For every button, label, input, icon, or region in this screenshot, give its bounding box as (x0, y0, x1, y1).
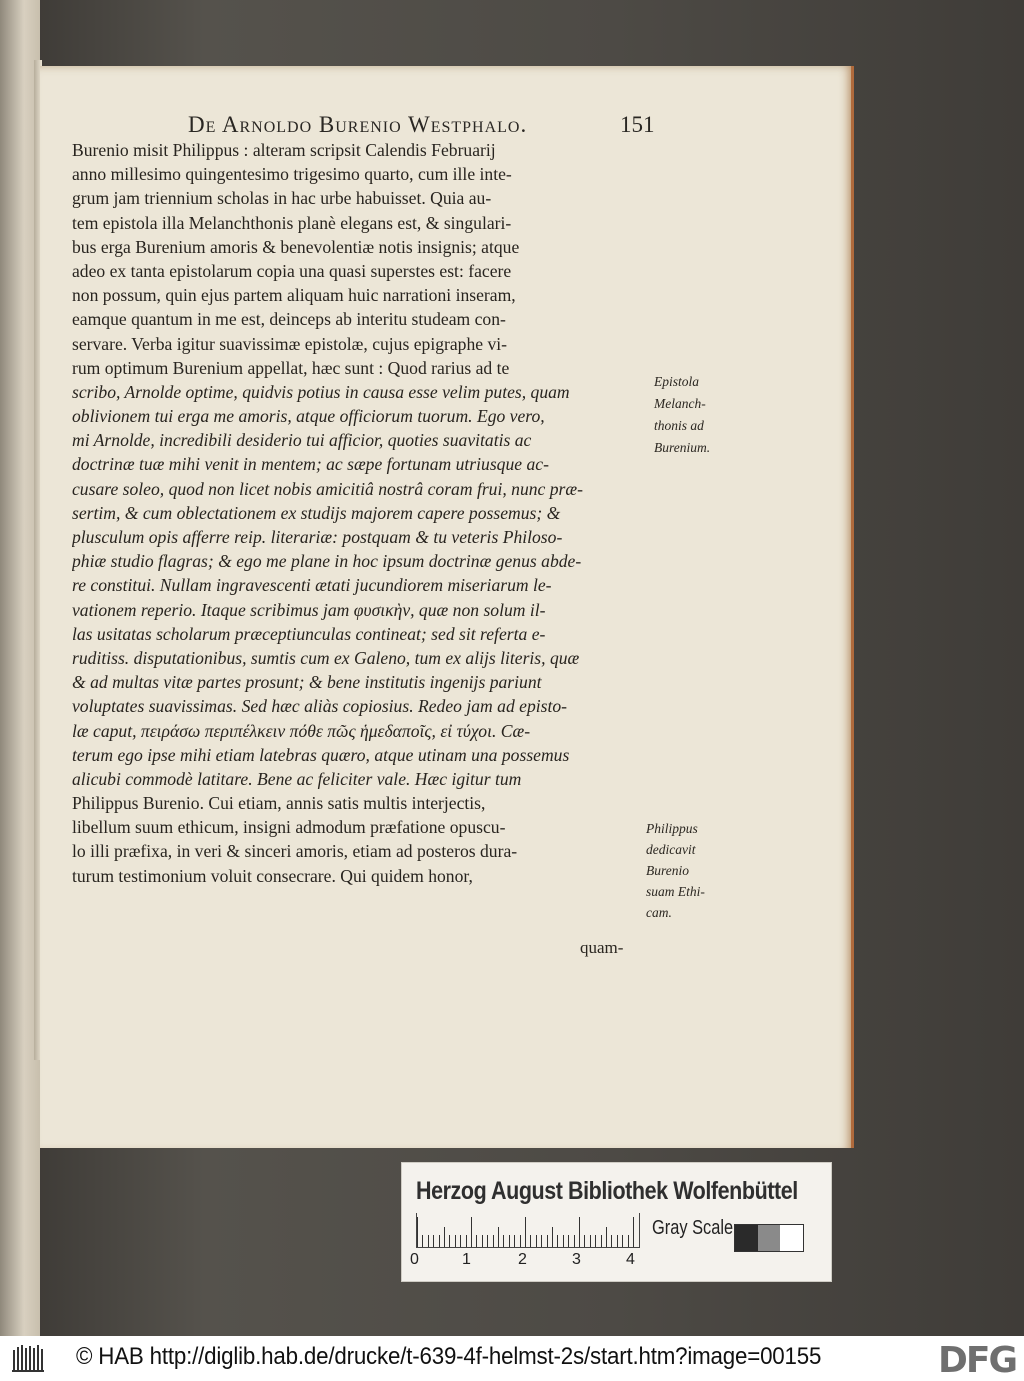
text-line: grum jam triennium scholas in hac urbe habuisset. Quia au- (72, 188, 492, 209)
ruler-tick (493, 1235, 494, 1247)
ruler-tick (530, 1235, 531, 1247)
gray-scale-label: Gray Scale (652, 1217, 734, 1239)
text-line: cusare soleo, quod non licet nobis amicitiâ nostrâ coram frui, nunc præ- (72, 478, 584, 499)
ruler-tick (633, 1217, 634, 1247)
ruler-tick (547, 1235, 548, 1247)
text-line: re constitui. Nullam ingravescenti ætati jucundiorem miseriarum le- (72, 575, 552, 596)
text-line: las usitatas scholarum præceptiunculas contineat; sed sit referta e- (72, 623, 546, 644)
ruler-number: 4 (626, 1251, 635, 1268)
ruler-number: 1 (462, 1251, 471, 1268)
body-text (72, 138, 657, 888)
ruler-tick (449, 1235, 450, 1247)
ruler-tick (541, 1235, 542, 1247)
text-line: scribo, Arnolde optime, quidvis potius in causa esse velim putes, quam (72, 381, 570, 402)
text-line: oblivionem tui erga me amoris, atque officiorum tuorum. Ego vero, (72, 406, 545, 427)
dfg-logo: DFG (938, 1340, 1017, 1381)
ruler-tick (455, 1235, 456, 1247)
catchword: quam- (580, 938, 624, 957)
text-line: bus erga Burenium amoris & benevolentiæ notis insignis; atque (72, 236, 520, 257)
text-line: non possum, quin ejus partem aliquam huic narrationi inseram, (72, 285, 516, 306)
ruler-number: 0 (410, 1251, 419, 1268)
text-line: vationem reperio. Itaque scribimus jam φυσικὴν, quæ non solum il- (72, 599, 546, 620)
footer-bar (0, 1336, 1024, 1381)
ruler-tick (460, 1235, 461, 1247)
ruler-tick (584, 1235, 585, 1247)
ruler-tick (514, 1235, 515, 1247)
text-line: phiæ studio flagras; & ego me plane in hoc ipsum doctrinæ genus abde- (72, 551, 582, 572)
marginal-line: cam. (646, 905, 672, 920)
text-line: turum testimonium voluit consecrare. Qui quidem honor, (72, 865, 473, 886)
text-line: anno millesimo quingentesimo trigesimo quarto, cum ille inte- (72, 164, 512, 185)
text-line: mi Arnolde, incredibili desiderio tui afficior, quoties suavitatis ac (72, 430, 532, 451)
text-line: plusculum opis afferre reip. literariæ: postquam & tu veteris Philoso- (72, 527, 563, 547)
text-line: sertim, & cum oblectationem ex studijs majorem capere possemus; & (72, 502, 561, 523)
hab-logo-icon (12, 1344, 46, 1372)
ruler-tick (471, 1217, 472, 1247)
ruler-tick (422, 1235, 423, 1247)
ruler-tick (617, 1235, 618, 1247)
text-line: adeo ex tanta epistolarum copia una quasi superstes est: facere (72, 260, 512, 281)
ruler-tick (601, 1235, 602, 1247)
text-line: rum optimum Burenium appellat, hæc sunt : Quod rarius ad te (72, 357, 510, 378)
gray-patch (758, 1225, 781, 1251)
marginal-line: dedicavit (646, 842, 696, 857)
text-line: servare. Verba igitur suavissimæ epistolæ, cujus epigraphe vi- (72, 333, 508, 354)
page-number: 151 (620, 112, 655, 137)
copyright-url[interactable]: © HAB http://diglib.hab.de/drucke/t-639-4f-helmst-2s/start.htm?image=00155 (76, 1343, 822, 1370)
library-name: Herzog August Bibliothek Wolfenbüttel (416, 1177, 798, 1205)
ruler-number: 3 (572, 1251, 581, 1268)
text-line: eamque quantum in me est, deinceps ab interitu studeam con- (72, 309, 506, 330)
gray-patch (780, 1225, 803, 1251)
gray-patch (735, 1225, 758, 1251)
ruler-tick (579, 1217, 580, 1247)
text-line: ruditiss. disputationibus, sumtis cum ex Galeno, tum ex alijs literis, quæ (72, 647, 580, 668)
text-line: Burenio misit Philippus : alteram scripsit Calendis Februarij (72, 140, 496, 160)
ruler-numbers (410, 1251, 650, 1271)
ruler-tick (433, 1235, 434, 1247)
ruler-tick (536, 1235, 537, 1247)
marginal-line: Burenium. (654, 440, 711, 455)
ruler-tick (417, 1217, 418, 1247)
marginal-note-dedicavit (646, 818, 756, 923)
ruler-tick (552, 1227, 553, 1247)
marginal-line: Burenio (646, 863, 689, 878)
ruler-tick (574, 1235, 575, 1247)
marginal-line: Melanch- (654, 396, 706, 411)
library-label-card (401, 1162, 832, 1282)
ruler-tick (466, 1235, 467, 1247)
marginal-line: thonis ad (654, 418, 704, 433)
ruler-tick (568, 1235, 569, 1247)
ruler-tick (525, 1217, 526, 1247)
text-line: alicubi commodè latitare. Bene ac feliciter vale. Hæc igitur tum (72, 768, 522, 789)
ruler-tick (606, 1227, 607, 1247)
running-header: De Arnoldo Burenio Westphalo. (188, 112, 528, 137)
ruler-tick (476, 1235, 477, 1247)
ruler-tick (628, 1235, 629, 1247)
ruler-tick (498, 1227, 499, 1247)
measurement-ruler (416, 1213, 640, 1248)
text-line: voluptates suavissimas. Sed hæc aliàs copiosius. Redeo jam ad episto- (72, 696, 568, 717)
ruler-number: 2 (518, 1251, 527, 1268)
ruler-tick (595, 1235, 596, 1247)
ruler-tick (590, 1235, 591, 1247)
book-page (40, 66, 854, 1148)
ruler-tick (444, 1227, 445, 1247)
text-line: libellum suum ethicum, insigni admodum præfatione opuscu- (72, 817, 506, 838)
ruler-tick (509, 1235, 510, 1247)
ruler-tick (557, 1235, 558, 1247)
ruler-tick (503, 1235, 504, 1247)
gray-scale-strip (734, 1224, 804, 1252)
ruler-tick (482, 1235, 483, 1247)
text-line: tem epistola illa Melanchthonis planè elegans est, & singulari- (72, 212, 512, 233)
text-line: & ad multas vitæ partes prosunt; & bene institutis ingenijs pariunt (72, 672, 542, 693)
marginal-line: Epistola (654, 374, 700, 389)
marginal-line: Philippus (646, 821, 698, 836)
text-line: doctrinæ tuæ mihi venit in mentem; ac sæpe fortunam utriusque ac- (72, 454, 549, 475)
ruler-tick (622, 1235, 623, 1247)
ruler-tick (439, 1235, 440, 1247)
text-line: lo illi præfixa, in veri & sinceri amoris, etiam ad posteros dura- (72, 841, 518, 862)
marginal-note-epistola (654, 371, 764, 459)
text-line: Philippus Burenio. Cui etiam, annis satis multis interjectis, (72, 793, 486, 814)
ruler-tick (563, 1235, 564, 1247)
ruler-tick (428, 1235, 429, 1247)
ruler-tick (520, 1235, 521, 1247)
text-line: læ caput, πειράσω περιπέλκειν πόθε πῶς ἡμεδαποῖς, εἰ τύχοι. Cæ- (72, 720, 531, 741)
ruler-tick (611, 1235, 612, 1247)
text-line: terum ego ipse mihi etiam latebras quæro, atque utinam una possemus (72, 744, 570, 765)
marginal-line: suam Ethi- (646, 884, 705, 899)
ruler-tick (487, 1235, 488, 1247)
